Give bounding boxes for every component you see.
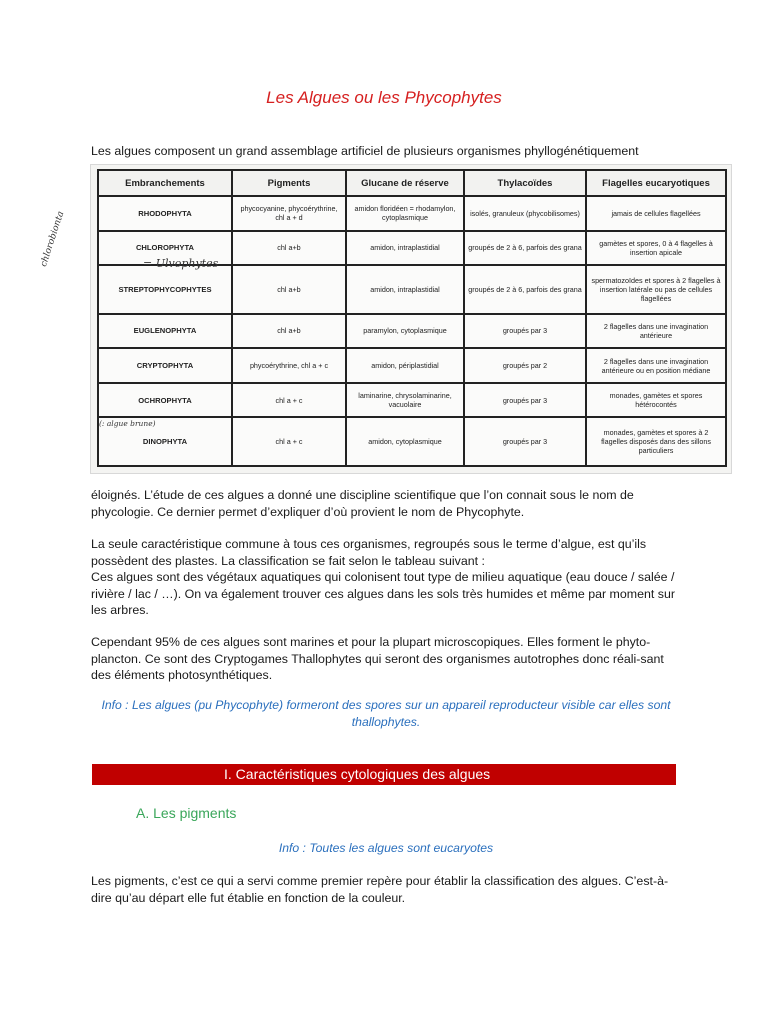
table-cell: monades, gamètes et spores à 2 flagelles disposés dans des sillons particuliers [586, 417, 726, 466]
table-cell: phycocyanine, phycoérythrine, chl a + d [232, 196, 346, 231]
paragraph-marines: Cependant 95% de ces algues sont marines et pour la plupart microscopiques. Elles forment le phyto-plancton. Ce sont des Cryptogames Thallophytes qui seront des organismes autotrophes donc réali-sant des éléments photosynthétiques. [91, 635, 664, 682]
table-cell: groupés par 3 [464, 417, 586, 466]
table-cell: 2 flagelles dans une invagination antérieure ou en position médiane [586, 348, 726, 383]
table-cell: chl a+b [232, 231, 346, 266]
table-cell-embranchement: STREPTOPHYCOPHYTES [98, 265, 232, 314]
table-cell: spermatozoïdes et spores à 2 flagelles à insertion latérale ou pas de cellules flagellées [586, 265, 726, 314]
table-cell: groupés par 3 [464, 383, 586, 418]
table-cell: chl a+b [232, 314, 346, 349]
table-cell-embranchement: OCHROPHYTA [98, 383, 232, 418]
paragraph-eloignes: éloignés. L’étude de ces algues a donné une discipline scientifique que l’on connait sous le nom de phycologie. Ce dernier permet d’expliquer d’où provient le nom de Phycophyte. [91, 488, 634, 519]
table-cell: groupés de 2 à 6, parfois des grana [464, 265, 586, 314]
table-row [98, 417, 726, 466]
table-cell: amidon, intraplastidial [346, 231, 464, 266]
section-heading-cytologiques: I. Caractéristiques cytologiques des algues [92, 764, 676, 785]
header-pigments: Pigments [232, 170, 346, 196]
table-cell: chl a + c [232, 383, 346, 418]
paragraph-pigments: Les pigments, c’est ce qui a servi comme premier repère pour établir la classification des algues. C’est-à-dire qu’au départ elle fut établie en fonction de la couleur. [91, 874, 669, 905]
table-cell: paramylon, cytoplasmique [346, 314, 464, 349]
table-cell-embranchement: CHLOROPHYTA [98, 231, 232, 266]
table-cell-embranchement: CRYPTOPHYTA [98, 348, 232, 383]
table-header-row [98, 170, 726, 196]
header-embranchements: Embranchements [98, 170, 232, 196]
header-flagelles: Flagelles eucaryotiques [586, 170, 726, 196]
info-spores: Info : Les algues (pu Phycophyte) formeront des spores sur un appareil reproducteur visible car elles sont thallophytes. [101, 698, 671, 729]
table-cell: gamètes et spores, 0 à 4 flagelles à insertion apicale [586, 231, 726, 266]
header-thylacoides: Thylacoïdes [464, 170, 586, 196]
handwritten-margin-note: chlorobionta [39, 210, 67, 269]
table-cell-embranchement: EUGLENOPHYTA [98, 314, 232, 349]
table-cell-embranchement: DINOPHYTA [98, 417, 232, 466]
intro-paragraph: Les algues composent un grand assemblage artificiel de plusieurs organismes phyllogénétiquement [91, 144, 639, 158]
subsection-heading-pigments: A. Les pigments [136, 805, 237, 821]
table-cell: amidon floridéen = rhodamylon, cytoplasmique [346, 196, 464, 231]
table-row [98, 348, 726, 383]
table-cell: amidon, intraplastidial [346, 265, 464, 314]
table-row [98, 265, 726, 314]
table-cell: groupés de 2 à 6, parfois des grana [464, 231, 586, 266]
table-cell: amidon, périplastidial [346, 348, 464, 383]
table-cell: groupés par 2 [464, 348, 586, 383]
table-cell: 2 flagelles dans une invagination antérieure [586, 314, 726, 349]
handwritten-ulvophytes: = Ulvophytes [143, 257, 219, 270]
table-cell-embranchement: RHODOPHYTA [98, 196, 232, 231]
table-cell: amidon, cytoplasmique [346, 417, 464, 466]
paragraph-caracteristique-line1: La seule caractéristique commune à tous ces organismes, regroupés sous le terme d’algue, est qu’ils possèdent des plastes. La classification se fait selon le tableau suivant : [91, 537, 647, 568]
table-row [98, 383, 726, 418]
table-cell: groupés par 3 [464, 314, 586, 349]
classification-table-image [39, 164, 732, 474]
table-cell: isolés, granuleux (phycobilisomes) [464, 196, 586, 231]
handwritten-algue-brune: (: algue brune) [99, 419, 156, 428]
table-cell: phycoérythrine, chl a + c [232, 348, 346, 383]
paragraph-caracteristique-line2: Ces algues sont des végétaux aquatiques qui colonisent tout type de milieu aquatique (eau douce / salée / rivière / lac / …). On va également trouver ces algues dans les sols très humides et même par moment sur les arbres. [91, 570, 675, 617]
table-cell: chl a + c [232, 417, 346, 466]
header-glucane: Glucane de réserve [346, 170, 464, 196]
page-title: Les Algues ou les Phycophytes [266, 88, 502, 107]
info-eucaryotes: Info : Toutes les algues sont eucaryotes [278, 841, 494, 855]
paragraph-caracteristique [91, 536, 681, 619]
table-cell: monades, gamètes et spores hétérocontés [586, 383, 726, 418]
table-row [98, 196, 726, 231]
table-row [98, 314, 726, 349]
table-cell: chl a+b [232, 265, 346, 314]
table-cell: jamais de cellules flagellées [586, 196, 726, 231]
classification-table [97, 169, 727, 467]
table-cell: laminarine, chrysolaminarine, vacuolaire [346, 383, 464, 418]
